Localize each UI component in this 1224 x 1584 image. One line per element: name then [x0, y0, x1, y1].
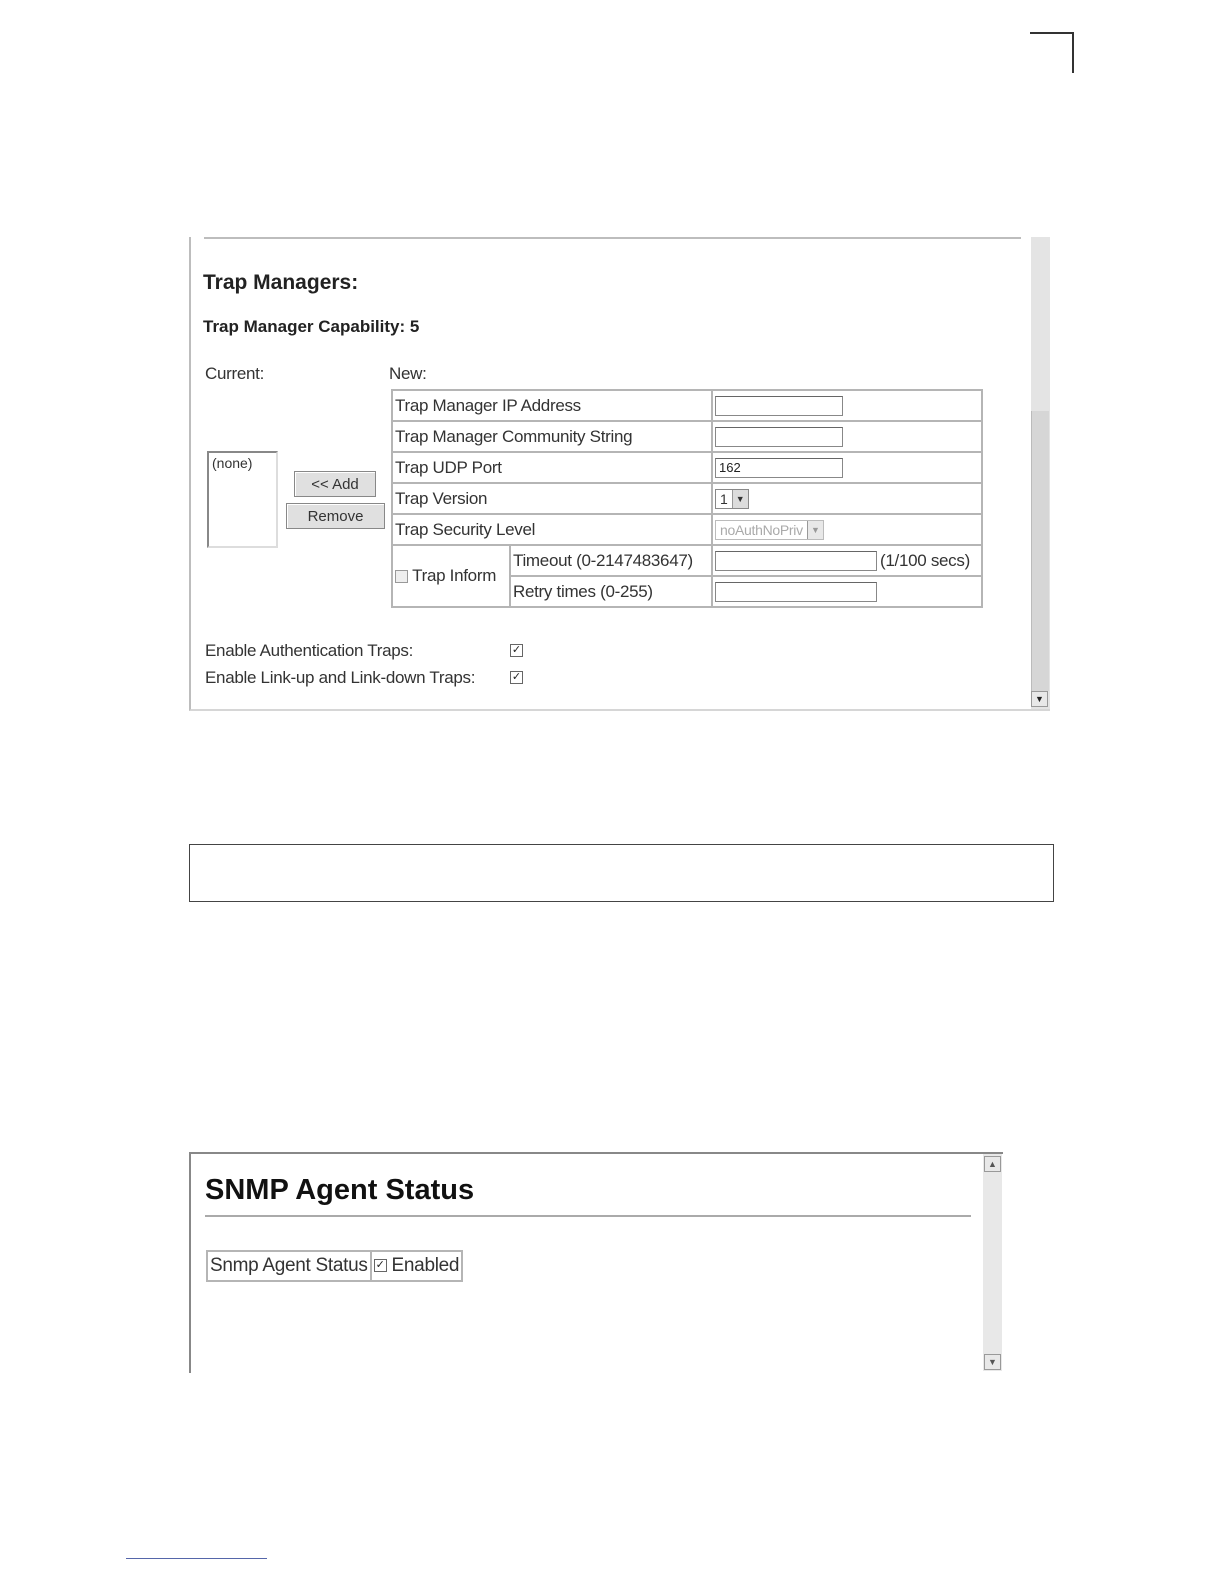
chevron-down-icon: ▼	[732, 490, 748, 508]
page-corner-mark	[1030, 32, 1074, 34]
timeout-unit: (1/100 secs)	[880, 550, 970, 570]
scroll-down-icon[interactable]: ▼	[984, 1354, 1001, 1370]
empty-frame	[189, 844, 1054, 902]
snmp-agent-panel	[189, 1152, 1003, 1373]
top-divider	[204, 237, 1021, 239]
scrollbar-track[interactable]	[983, 1154, 1002, 1371]
scroll-up-icon[interactable]: ▲	[984, 1156, 1001, 1172]
trap-version-value: 1	[720, 490, 728, 507]
snmp-enabled-label: Enabled	[391, 1255, 460, 1276]
trap-capability-label: Trap Manager Capability: 5	[203, 317, 420, 336]
chevron-down-icon: ▼	[807, 521, 823, 539]
udp-port-label: Trap UDP Port	[392, 452, 712, 483]
auth-traps-checkbox[interactable]: ✓	[511, 644, 522, 656]
timeout-input[interactable]	[715, 551, 877, 571]
security-level-label: Trap Security Level	[392, 514, 712, 545]
auth-traps-label: Enable Authentication Traps:	[205, 641, 414, 660]
trap-version-label: Trap Version	[392, 483, 712, 514]
trap-inform-checkbox[interactable]	[395, 570, 408, 583]
snmp-status-table	[206, 1250, 463, 1282]
snmp-enabled-checkbox[interactable]: ✓	[374, 1259, 387, 1272]
heading-divider	[205, 1215, 971, 1217]
current-trap-managers-list[interactable]	[207, 451, 278, 548]
security-level-select[interactable]	[715, 520, 824, 540]
ip-address-input[interactable]	[715, 396, 843, 416]
community-string-label: Trap Manager Community String	[392, 421, 712, 452]
scroll-down-icon[interactable]: ▼	[1031, 691, 1048, 707]
link-traps-checkbox[interactable]: ✓	[511, 671, 522, 683]
list-item[interactable]: (none)	[212, 455, 253, 471]
snmp-agent-heading: SNMP Agent Status	[205, 1174, 475, 1206]
trap-managers-panel	[189, 237, 1050, 711]
ip-address-label: Trap Manager IP Address	[392, 390, 712, 421]
page-corner-mark-vertical	[1072, 32, 1074, 73]
retry-input[interactable]	[715, 582, 877, 602]
footer-line	[126, 1558, 267, 1559]
security-level-value: noAuthNoPriv	[720, 521, 803, 538]
trap-inform-cell	[392, 545, 510, 607]
new-trap-manager-table	[391, 389, 983, 608]
remove-button[interactable]: Remove	[286, 503, 385, 529]
trap-inform-label: Trap Inform	[412, 566, 497, 585]
add-button[interactable]: << Add	[294, 471, 376, 497]
link-traps-label: Enable Link-up and Link-down Traps:	[205, 668, 476, 687]
new-label: New:	[389, 364, 427, 383]
snmp-status-label: Snmp Agent Status	[207, 1251, 371, 1281]
udp-port-input[interactable]	[715, 458, 843, 478]
timeout-label: Timeout (0-2147483647)	[510, 545, 712, 576]
scrollbar-thumb[interactable]	[1031, 411, 1049, 691]
current-label: Current:	[205, 364, 265, 383]
community-string-input[interactable]	[715, 427, 843, 447]
retry-label: Retry times (0-255)	[510, 576, 712, 607]
trap-managers-heading: Trap Managers:	[203, 271, 359, 294]
trap-version-select[interactable]	[715, 489, 749, 509]
